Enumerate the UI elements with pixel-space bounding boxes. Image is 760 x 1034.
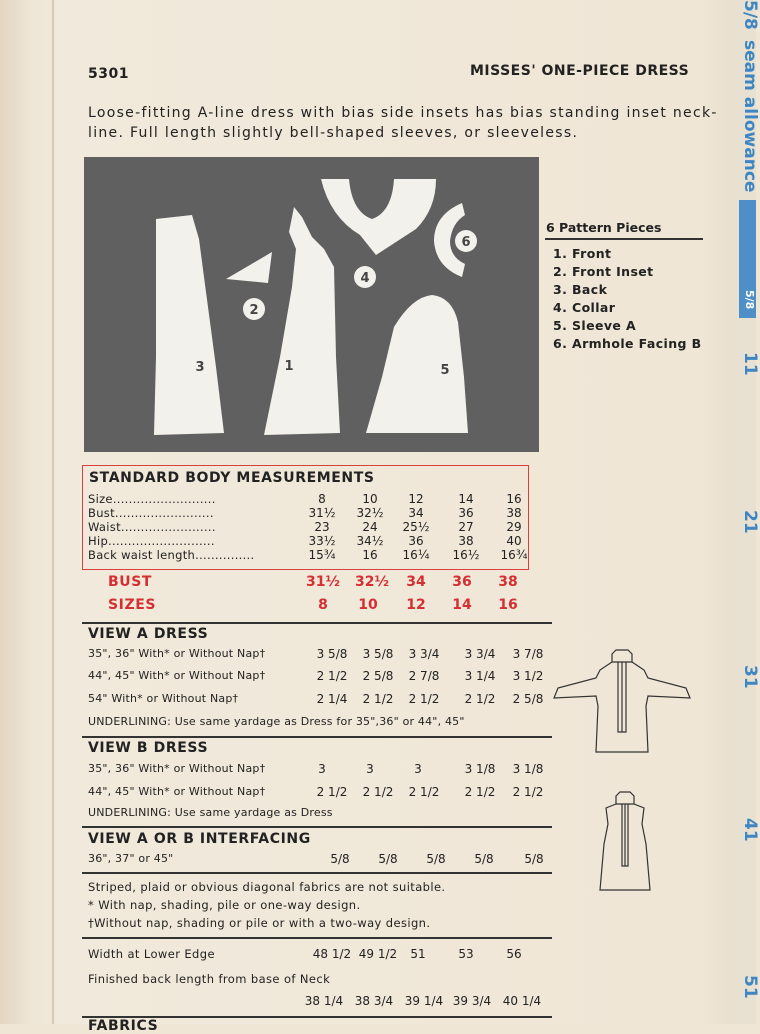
size-value: 12: [406, 597, 426, 613]
measurement-value: 34: [408, 506, 424, 520]
pattern-number: 5301: [88, 66, 129, 82]
measurement-value: 25½: [402, 520, 430, 534]
length-value: 38 3/4: [354, 994, 394, 1008]
divider: [82, 736, 552, 738]
pattern-pieces-illustration: [84, 157, 539, 452]
pattern-piece-item: 1. Front: [553, 246, 612, 261]
yardage-value: 3 3/4: [408, 647, 440, 661]
view-a-dress-sketch: [552, 648, 692, 756]
yardage-value: 5/8: [378, 852, 398, 866]
yardage-label: 44", 45" With* or Without Nap†: [88, 785, 266, 798]
yardage-value: 2 1/2: [316, 785, 348, 799]
measurement-value: 36: [458, 506, 474, 520]
measurement-value: 38: [506, 506, 522, 520]
yardage-value: 2 7/8: [408, 669, 440, 683]
sizes-label: SIZES: [108, 597, 157, 613]
bust-value: 34: [406, 574, 426, 590]
fabrics-title: FABRICS: [88, 1018, 159, 1034]
view-b-dress-sketch: [590, 790, 660, 894]
yardage-value: 2 5/8: [362, 669, 394, 683]
bust-value: 32½: [355, 574, 389, 590]
measurement-value: 16¼: [402, 548, 430, 562]
yardage-value: 3: [414, 762, 422, 776]
description-line: Loose-fitting A-line dress with bias side insets has bias standing inset neck-: [88, 105, 718, 121]
yardage-value: 2 1/2: [362, 785, 394, 799]
yardage-label: 36", 37" or 45": [88, 852, 174, 865]
measurement-value: 40: [506, 534, 522, 548]
measurement-value: 16: [362, 548, 378, 562]
divider: [545, 238, 703, 240]
yardage-label: 54" With* or Without Nap†: [88, 692, 239, 705]
measurement-label: Hip...........................: [88, 534, 215, 548]
yardage-value: 2 1/2: [464, 692, 496, 706]
length-value: 40 1/4: [502, 994, 542, 1008]
measurement-label: Bust.........................: [88, 506, 214, 520]
ruler-fraction-small: 5/8: [743, 290, 756, 310]
pattern-piece-item: 5. Sleeve A: [553, 318, 637, 333]
measurement-value: 14: [458, 492, 474, 506]
ruler-fraction: 5/8: [740, 0, 760, 30]
interfacing-title: VIEW A OR B INTERFACING: [88, 831, 311, 847]
divider: [82, 937, 552, 939]
yardage-value: 2 1/2: [512, 785, 544, 799]
paper-fold-line: [52, 0, 54, 1024]
measurement-label: Waist........................: [88, 520, 216, 534]
measurement-value: 12: [408, 492, 424, 506]
width-value: 48 1/2: [312, 947, 352, 961]
yardage-value: 3: [366, 762, 374, 776]
yardage-value: 3 3/4: [464, 647, 496, 661]
yardage-value: 3 5/8: [316, 647, 348, 661]
yardage-label: 44", 45" With* or Without Nap†: [88, 669, 266, 682]
yardage-value: 2 1/2: [408, 785, 440, 799]
length-value: 39 1/4: [404, 994, 444, 1008]
ruler-mark: 51: [740, 975, 760, 999]
measurement-value: 16: [506, 492, 522, 506]
yardage-value: 2 1/2: [362, 692, 394, 706]
pattern-piece-collar: [321, 179, 436, 255]
ruler-mark: 11: [740, 352, 760, 376]
bust-value: 38: [498, 574, 518, 590]
pattern-piece-item: 2. Front Inset: [553, 264, 654, 279]
yardage-label: 35", 36" With* or Without Nap†: [88, 762, 266, 775]
piece-label: 3: [195, 360, 205, 375]
length-value: 38 1/4: [304, 994, 344, 1008]
pattern-piece-sleeve: [366, 295, 468, 433]
yardage-value: 3 5/8: [362, 647, 394, 661]
yardage-value: 5/8: [426, 852, 446, 866]
yardage-value: 3 1/8: [512, 762, 544, 776]
yardage-value: 2 1/2: [316, 669, 348, 683]
measurements-title: STANDARD BODY MEASUREMENTS: [89, 470, 375, 486]
size-value: 8: [318, 597, 328, 613]
yardage-value: 3 1/2: [512, 669, 544, 683]
divider: [82, 826, 552, 828]
yardage-value: 3 7/8: [512, 647, 544, 661]
width-value: 51: [410, 947, 426, 961]
ruler-mark: 31: [740, 665, 760, 689]
measurement-label: Back waist length...............: [88, 548, 255, 562]
size-value: 16: [498, 597, 518, 613]
pattern-pieces-svg: [84, 157, 539, 452]
underlining-note: UNDERLINING: Use same yardage as Dress for 35",36" or 44", 45": [88, 715, 465, 728]
fabric-note: Striped, plaid or obvious diagonal fabrics are not suitable.: [88, 880, 446, 894]
size-value: 10: [358, 597, 378, 613]
pattern-piece-item: 4. Collar: [553, 300, 616, 315]
yardage-value: 5/8: [524, 852, 544, 866]
piece-label: 1: [284, 359, 294, 374]
pattern-piece-item: 6. Armhole Facing B: [553, 336, 702, 351]
measurement-value: 24: [362, 520, 378, 534]
measurement-value: 34½: [356, 534, 384, 548]
measurement-value: 8: [318, 492, 326, 506]
ruler-mark: 41: [740, 818, 760, 842]
pattern-piece-front-inset: [226, 252, 272, 283]
yardage-value: 5/8: [330, 852, 350, 866]
length-value: 39 3/4: [452, 994, 492, 1008]
yardage-value: 2 1/4: [316, 692, 348, 706]
measurement-value: 27: [458, 520, 474, 534]
measurement-value: 29: [506, 520, 522, 534]
measurement-value: 16½: [452, 548, 480, 562]
pattern-title: MISSES' ONE-PIECE DRESS: [470, 63, 690, 79]
piece-label: 6: [461, 235, 471, 250]
piece-label: 5: [440, 363, 450, 378]
measurement-value: 38: [458, 534, 474, 548]
yardage-label: 35", 36" With* or Without Nap†: [88, 647, 266, 660]
measurement-value: 10: [362, 492, 378, 506]
size-value: 14: [452, 597, 472, 613]
measurement-value: 23: [314, 520, 330, 534]
pattern-piece-front: [264, 207, 340, 435]
pattern-piece-back: [154, 215, 224, 435]
length-label: Finished back length from base of Neck: [88, 972, 331, 986]
ruler-mark: 21: [740, 510, 760, 534]
yardage-value: 2 5/8: [512, 692, 544, 706]
width-label: Width at Lower Edge: [88, 947, 215, 961]
bust-value: 31½: [306, 574, 340, 590]
yardage-value: 3: [318, 762, 326, 776]
measurement-value: 32½: [356, 506, 384, 520]
fabric-note: * With nap, shading, pile or one-way design.: [88, 898, 361, 912]
bust-label: BUST: [108, 574, 153, 590]
measurement-value: 31½: [308, 506, 336, 520]
width-value: 49 1/2: [358, 947, 398, 961]
yardage-value: 2 1/2: [408, 692, 440, 706]
divider: [82, 872, 552, 874]
pattern-piece-item: 3. Back: [553, 282, 608, 297]
description-line: line. Full length slightly bell-shaped sleeves, or sleeveless.: [88, 125, 579, 141]
yardage-value: 3 1/4: [464, 669, 496, 683]
view-a-title: VIEW A DRESS: [88, 626, 209, 642]
measurement-label: Size..........................: [88, 492, 216, 506]
bust-value: 36: [452, 574, 472, 590]
underlining-note: UNDERLINING: Use same yardage as Dress: [88, 806, 333, 819]
measurement-value: 15¾: [308, 548, 336, 562]
fabric-note: †Without nap, shading or pile or with a two-way design.: [88, 916, 431, 930]
piece-label: 2: [249, 303, 259, 318]
measurement-value: 36: [408, 534, 424, 548]
measurement-value: 16¾: [500, 548, 528, 562]
pattern-pieces-title: 6 Pattern Pieces: [546, 220, 662, 235]
view-b-title: VIEW B DRESS: [88, 740, 209, 756]
yardage-value: 2 1/2: [464, 785, 496, 799]
width-value: 56: [506, 947, 522, 961]
divider: [82, 622, 552, 624]
yardage-value: 3 1/8: [464, 762, 496, 776]
ruler-label: seam allowance: [740, 40, 760, 193]
measurement-value: 33½: [308, 534, 336, 548]
width-value: 53: [458, 947, 474, 961]
piece-label: 4: [360, 271, 370, 286]
yardage-value: 5/8: [474, 852, 494, 866]
